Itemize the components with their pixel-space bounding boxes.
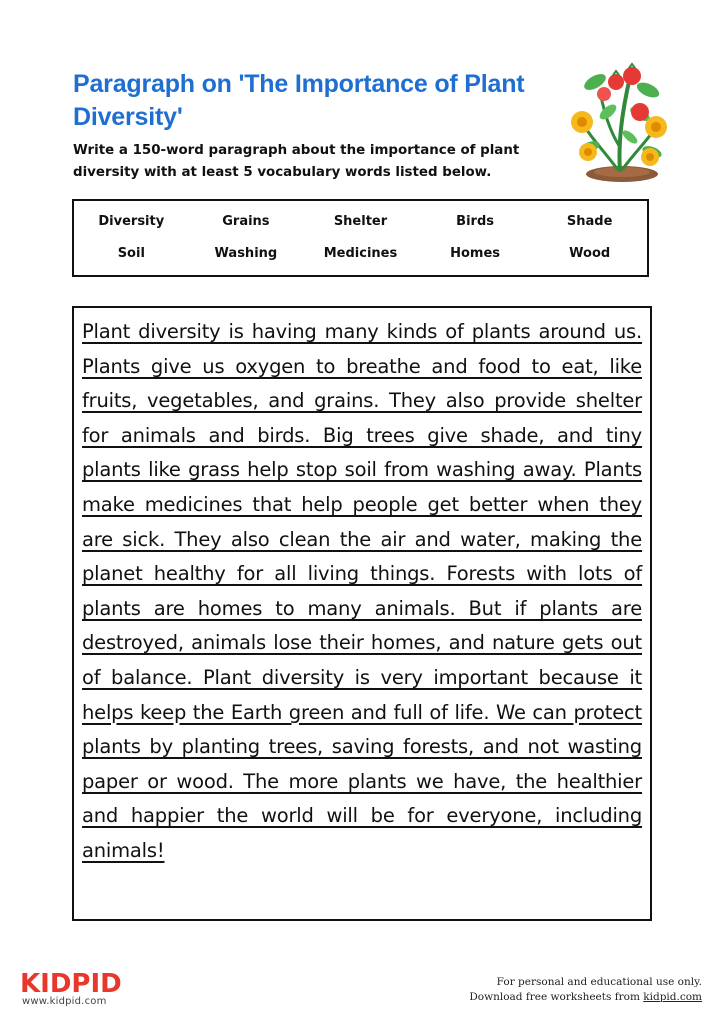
page-title: Paragraph on 'The Importance of Plant Diversity' — [73, 70, 525, 131]
paragraph-box — [72, 306, 652, 921]
vocab-word: Shade — [566, 214, 613, 229]
vocab-word: Diversity — [98, 214, 165, 229]
vocab-word: Wood — [569, 246, 611, 261]
vocab-word: Shelter — [333, 214, 388, 229]
vocab-word: Washing — [214, 246, 278, 261]
vocab-word: Medicines — [323, 246, 398, 261]
logo-url: www.kidpid.com — [22, 996, 107, 1007]
vocabulary-box — [72, 199, 649, 277]
footer-link[interactable]: kidpid.com — [643, 991, 702, 1003]
logo-text: KIDPID — [20, 969, 122, 999]
footer-line-1: For personal and educational use only. — [496, 976, 702, 988]
footer-line-2 — [469, 990, 702, 1005]
vocab-word: Grains — [222, 214, 270, 229]
footer-line-2-prefix: Download free worksheets from — [469, 991, 644, 1003]
paragraph-text: Plant diversity is having many kinds of plants around us. Plants give us oxygen to breathe and food to eat, like fruits, vegetables, and grains. They also provide shelter for animals and birds. Big trees give shade, and tiny plants like grass help stop soil from washing away. Plants make medicines that help people get better when they are sick. They also clean the air and water, making the planet healthy for all living things. Forests with lots of plants are homes to many animals. But if plants are destroyed, animals lose their homes, and nature gets out of balance. Plant diversity is very important because it helps keep the Earth green and full of life. We can protect plants by planting trees, saving forests, and not wasting paper or wood. The more plants we have, the healthier and happier the world will be for everyone, including animals! — [82, 320, 642, 862]
instruction-text: Write a 150-word paragraph about the importance of plant diversity with at least 5 vocabulary words listed below. — [73, 143, 520, 180]
vocab-word: Soil — [117, 246, 145, 261]
footer — [469, 975, 702, 1005]
vocabulary-grid — [74, 211, 647, 264]
vocab-word: Homes — [450, 246, 501, 261]
vocab-word: Birds — [456, 214, 494, 229]
plant-illustration-icon — [560, 52, 670, 187]
